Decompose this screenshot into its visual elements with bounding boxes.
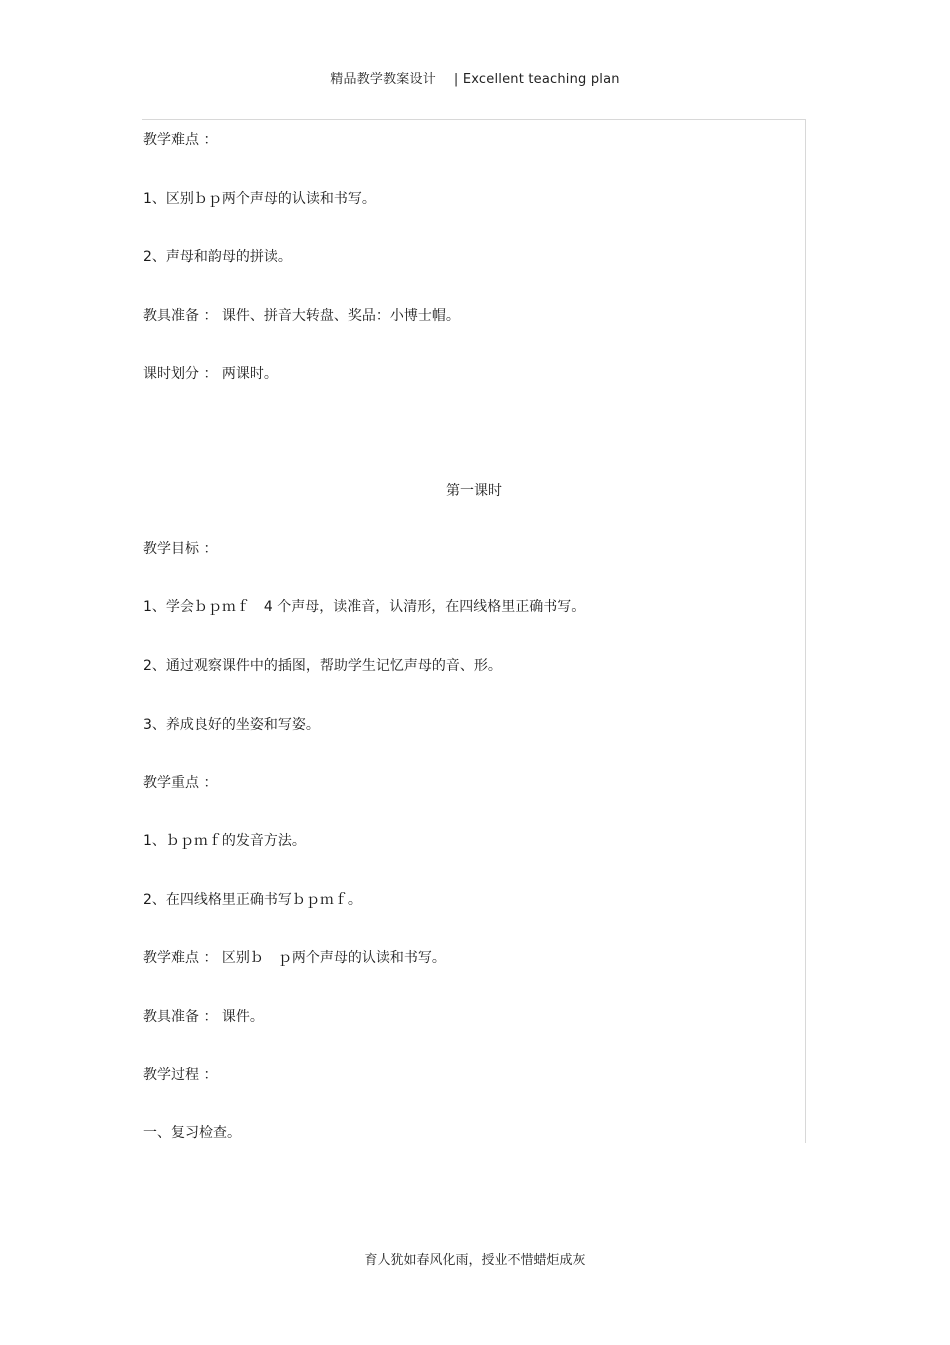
header-title-cn: 精品教学教案设计 [330,72,436,87]
key-point-item-2: 2、在四线格里正确书写ｂｐｍｆ。 [143,892,362,908]
page-footer: 育人犹如春风化雨，授业不惜蜡炬成灰 [364,1253,586,1268]
goal-item-3: 3、养成良好的坐姿和写姿。 [143,717,320,733]
difficulty-item-2: 2、声母和韵母的拼读。 [143,249,292,265]
header-title-en: | Excellent teaching plan [453,72,620,87]
periods-line: 课时划分 ： 两课时。 [143,366,278,382]
difficulty-item-1: 1、区别ｂｐ两个声母的认读和书写。 [143,191,376,207]
process-heading: 教学过程 ： [143,1067,218,1083]
difficulty-line-lesson-1: 教学难点 ： 区别ｂ ｐ两个声母的认读和书写。 [143,950,446,966]
materials-line-lesson-1: 教具准备 ： 课件。 [143,1009,264,1025]
section-title-lesson-1: 第一课时 [446,483,502,499]
key-points-heading: 教学重点 ： [143,775,218,791]
difficulty-heading: 教学难点 ： [143,132,218,148]
goal-item-2: 2、通过观察课件中的插图，帮助学生记忆声母的音、形。 [143,658,502,674]
materials-line: 教具准备 ： 课件、拼音大转盘、奖品：小博士帽。 [143,308,460,324]
content-frame [142,119,806,1143]
key-point-item-1: 1、ｂｐｍｆ的发音方法。 [143,833,306,849]
goals-heading: 教学目标 ： [143,541,218,557]
goal-item-1: 1、学会ｂｐｍｆ 4 个声母，读准音，认清形，在四线格里正确书写。 [143,599,586,615]
page-header [0,68,950,87]
process-step-1: 一、复习检查。 [143,1125,241,1141]
